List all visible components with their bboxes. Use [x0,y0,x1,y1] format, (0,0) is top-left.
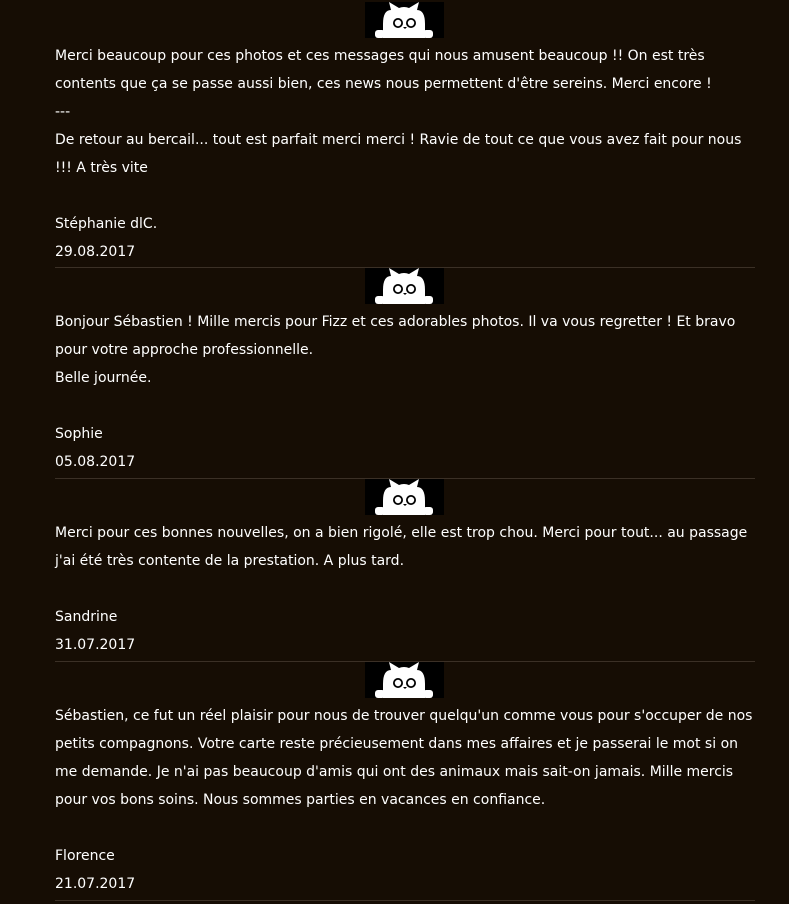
divider [55,900,755,901]
peeking-cat-icon [365,2,444,38]
testimonial-card [55,702,755,898]
testimonial-author: Sandrine [55,609,118,625]
testimonial-author: Sophie [55,426,103,442]
peeking-cat-icon [365,479,444,515]
testimonial-card [55,42,755,266]
testimonial-message: Merci pour ces bonnes nouvelles, on a bien rigolé, elle est trop chou. Merci pour tout... au passage j'ai été très contente de la prestation. A plus tard. [55,525,748,569]
testimonial-date: 21.07.2017 [55,876,136,892]
testimonial-author: Stéphanie dlC. [55,216,158,232]
testimonial-date: 05.08.2017 [55,454,136,470]
testimonial-card [55,308,755,476]
testimonial-card [55,519,755,659]
peeking-cat-icon [365,662,444,698]
testimonial-message: Bonjour Sébastien ! Mille mercis pour Fizz et ces adorables photos. Il va vous regretter ! Et bravo pour votre approche professionnelle. Belle journée. [55,314,736,386]
testimonial-author: Florence [55,848,115,864]
testimonial-date: 29.08.2017 [55,244,136,260]
testimonial-message: Merci beaucoup pour ces photos et ces messages qui nous amusent beaucoup !! On est très contents que ça se passe aussi bien, ces news nous permettent d'être sereins. Merci encore ! --- De retour au bercail... tout est parfait merci merci ! Ravie de tout ce que vous avez fait pour nous !!! A très vite [55,48,742,176]
testimonial-date: 31.07.2017 [55,637,136,653]
peeking-cat-icon [365,268,444,304]
testimonial-message: Sébastien, ce fut un réel plaisir pour nous de trouver quelqu'un comme vous pour s'occuper de nos petits compagnons. Votre carte reste précieusement dans mes affaires et je passerai le mot si on me demande. Je n'ai pas beaucoup d'amis qui ont des animaux mais sait-on jamais. Mille mercis pour vos bons soins. Nous sommes parties en vacances en confiance. [55,708,753,808]
